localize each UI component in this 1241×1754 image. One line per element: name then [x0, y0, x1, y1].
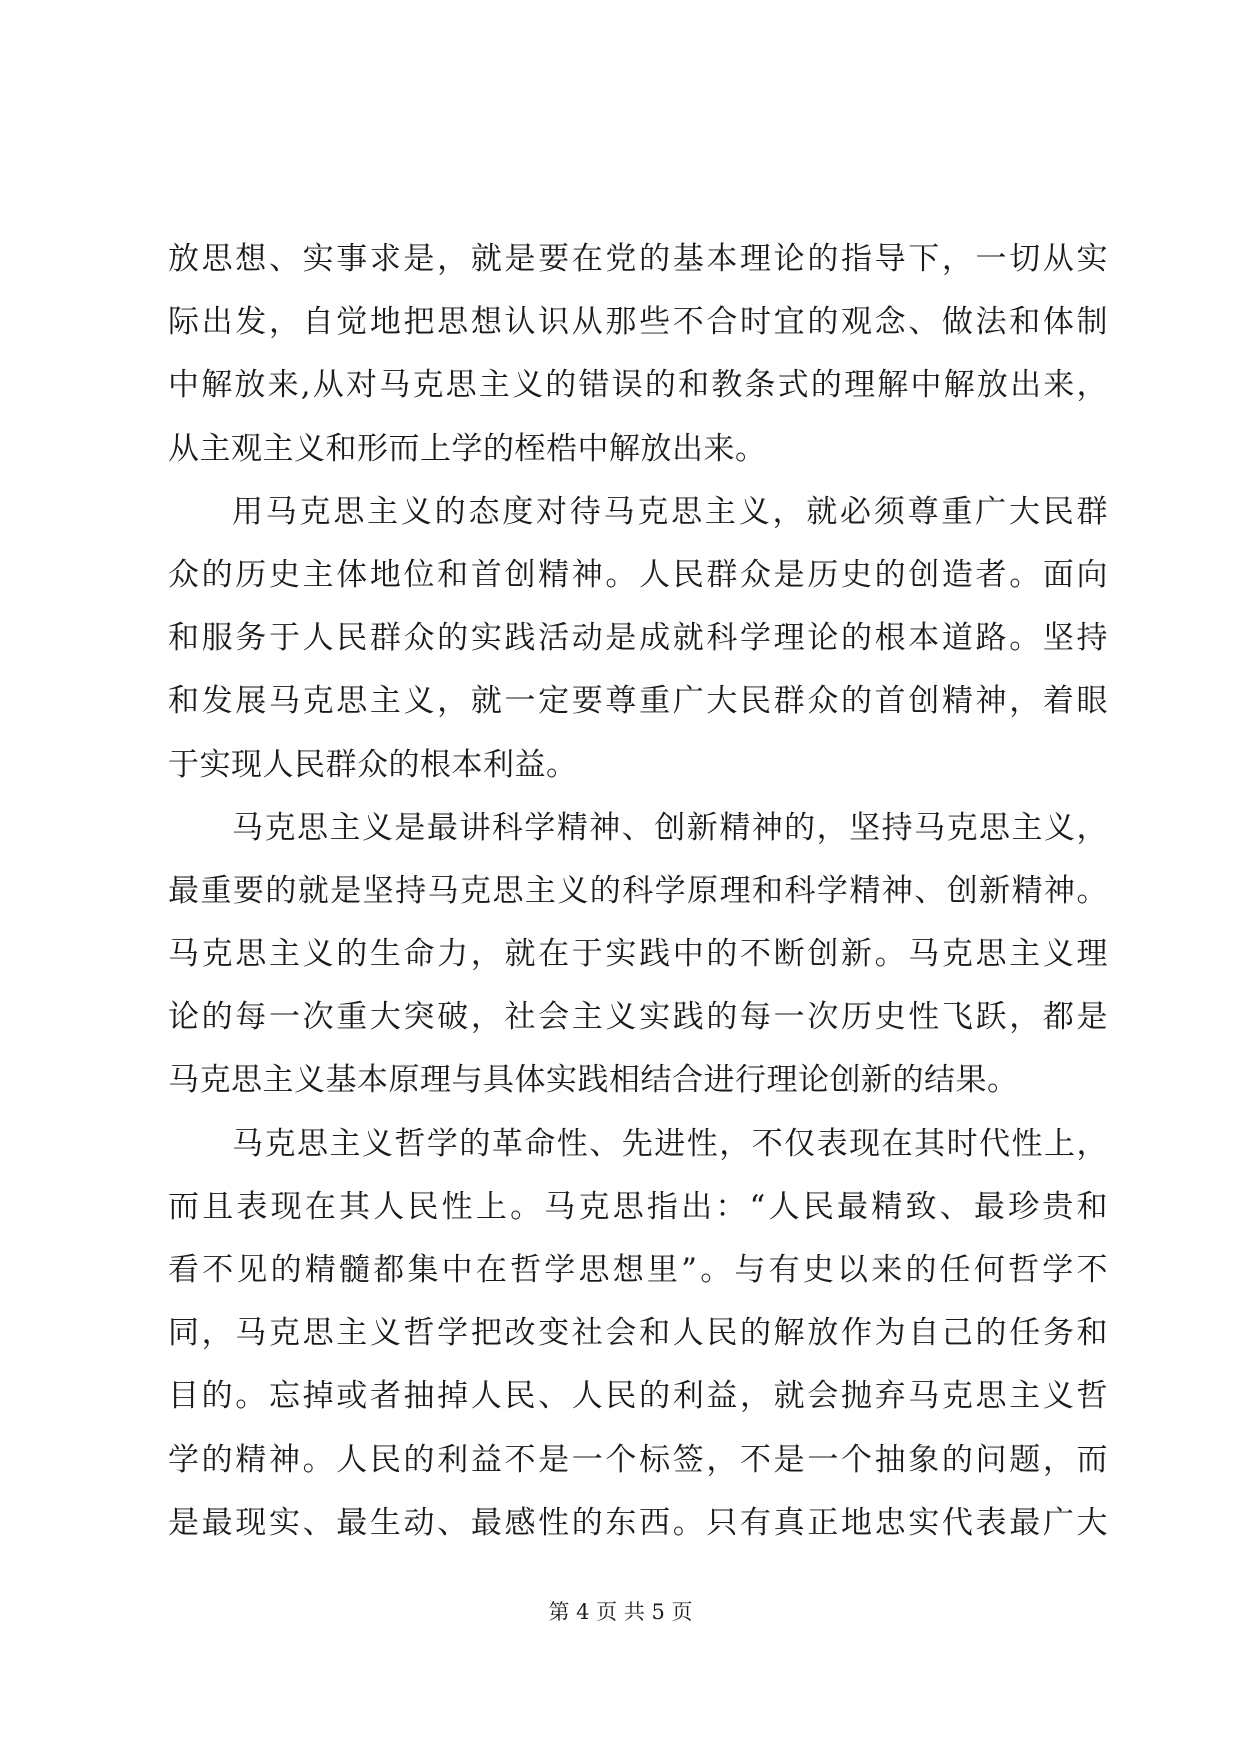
text-line: 最重要的就是坚持马克思主义的科学原理和科学精神、创新精神。: [168, 872, 1108, 909]
text-line: 于实现人民群众的根本利益。: [168, 746, 578, 783]
text-line: 和服务于人民群众的实践活动是成就科学理论的根本道路。坚持: [168, 620, 1108, 657]
text-line: 马克思主义的生命力，就在于实践中的不断创新。马克思主义理: [168, 936, 1108, 973]
text-line: 中解放来,从对马克思主义的错误的和教条式的理解中解放出来，: [168, 367, 1108, 404]
text-line: 马克思主义是最讲科学精神、创新精神的，坚持马克思主义，: [232, 809, 1108, 846]
text-line: 论的每一次重大突破，社会主义实践的每一次历史性飞跃，都是: [168, 999, 1108, 1036]
text-line: 而且表现在其人民性上。马克思指出：“人民最精致、最珍贵和: [168, 1188, 1108, 1225]
text-line: 目的。忘掉或者抽掉人民、人民的利益，就会抛弃马克思主义哲: [168, 1378, 1108, 1415]
text-line: 众的历史主体地位和首创精神。人民群众是历史的创造者。面向: [168, 556, 1108, 593]
text-line: 从主观主义和形而上学的桎梏中解放出来。: [168, 430, 767, 467]
text-line: 马克思主义基本原理与具体实践相结合进行理论创新的结果。: [168, 1062, 1019, 1099]
text-line: 放思想、实事求是，就是要在党的基本理论的指导下，一切从实: [168, 241, 1108, 277]
text-line: 和发展马克思主义，就一定要尊重广大民群众的首创精神，着眼: [168, 683, 1108, 720]
page-number-footer: 第 4 页 共 5 页: [548, 1600, 693, 1624]
text-line: 是最现实、最生动、最感性的东西。只有真正地忠实代表最广大: [168, 1504, 1108, 1541]
text-line: 学的精神。人民的利益不是一个标签，不是一个抽象的问题，而: [168, 1441, 1108, 1478]
text-line: 际出发，自觉地把思想认识从那些不合时宜的观念、做法和体制: [168, 304, 1108, 341]
body-text: [168, 228, 1108, 1555]
text-line: 同，马克思主义哲学把改变社会和人民的解放作为自己的任务和: [168, 1315, 1108, 1352]
text-line: 马克思主义哲学的革命性、先进性，不仅表现在其时代性上，: [232, 1125, 1108, 1162]
text-line: 用马克思主义的态度对待马克思主义，就必须尊重广大民群: [232, 493, 1108, 530]
text-line: 看不见的精髓都集中在哲学思想里”。与有史以来的任何哲学不: [168, 1252, 1108, 1288]
